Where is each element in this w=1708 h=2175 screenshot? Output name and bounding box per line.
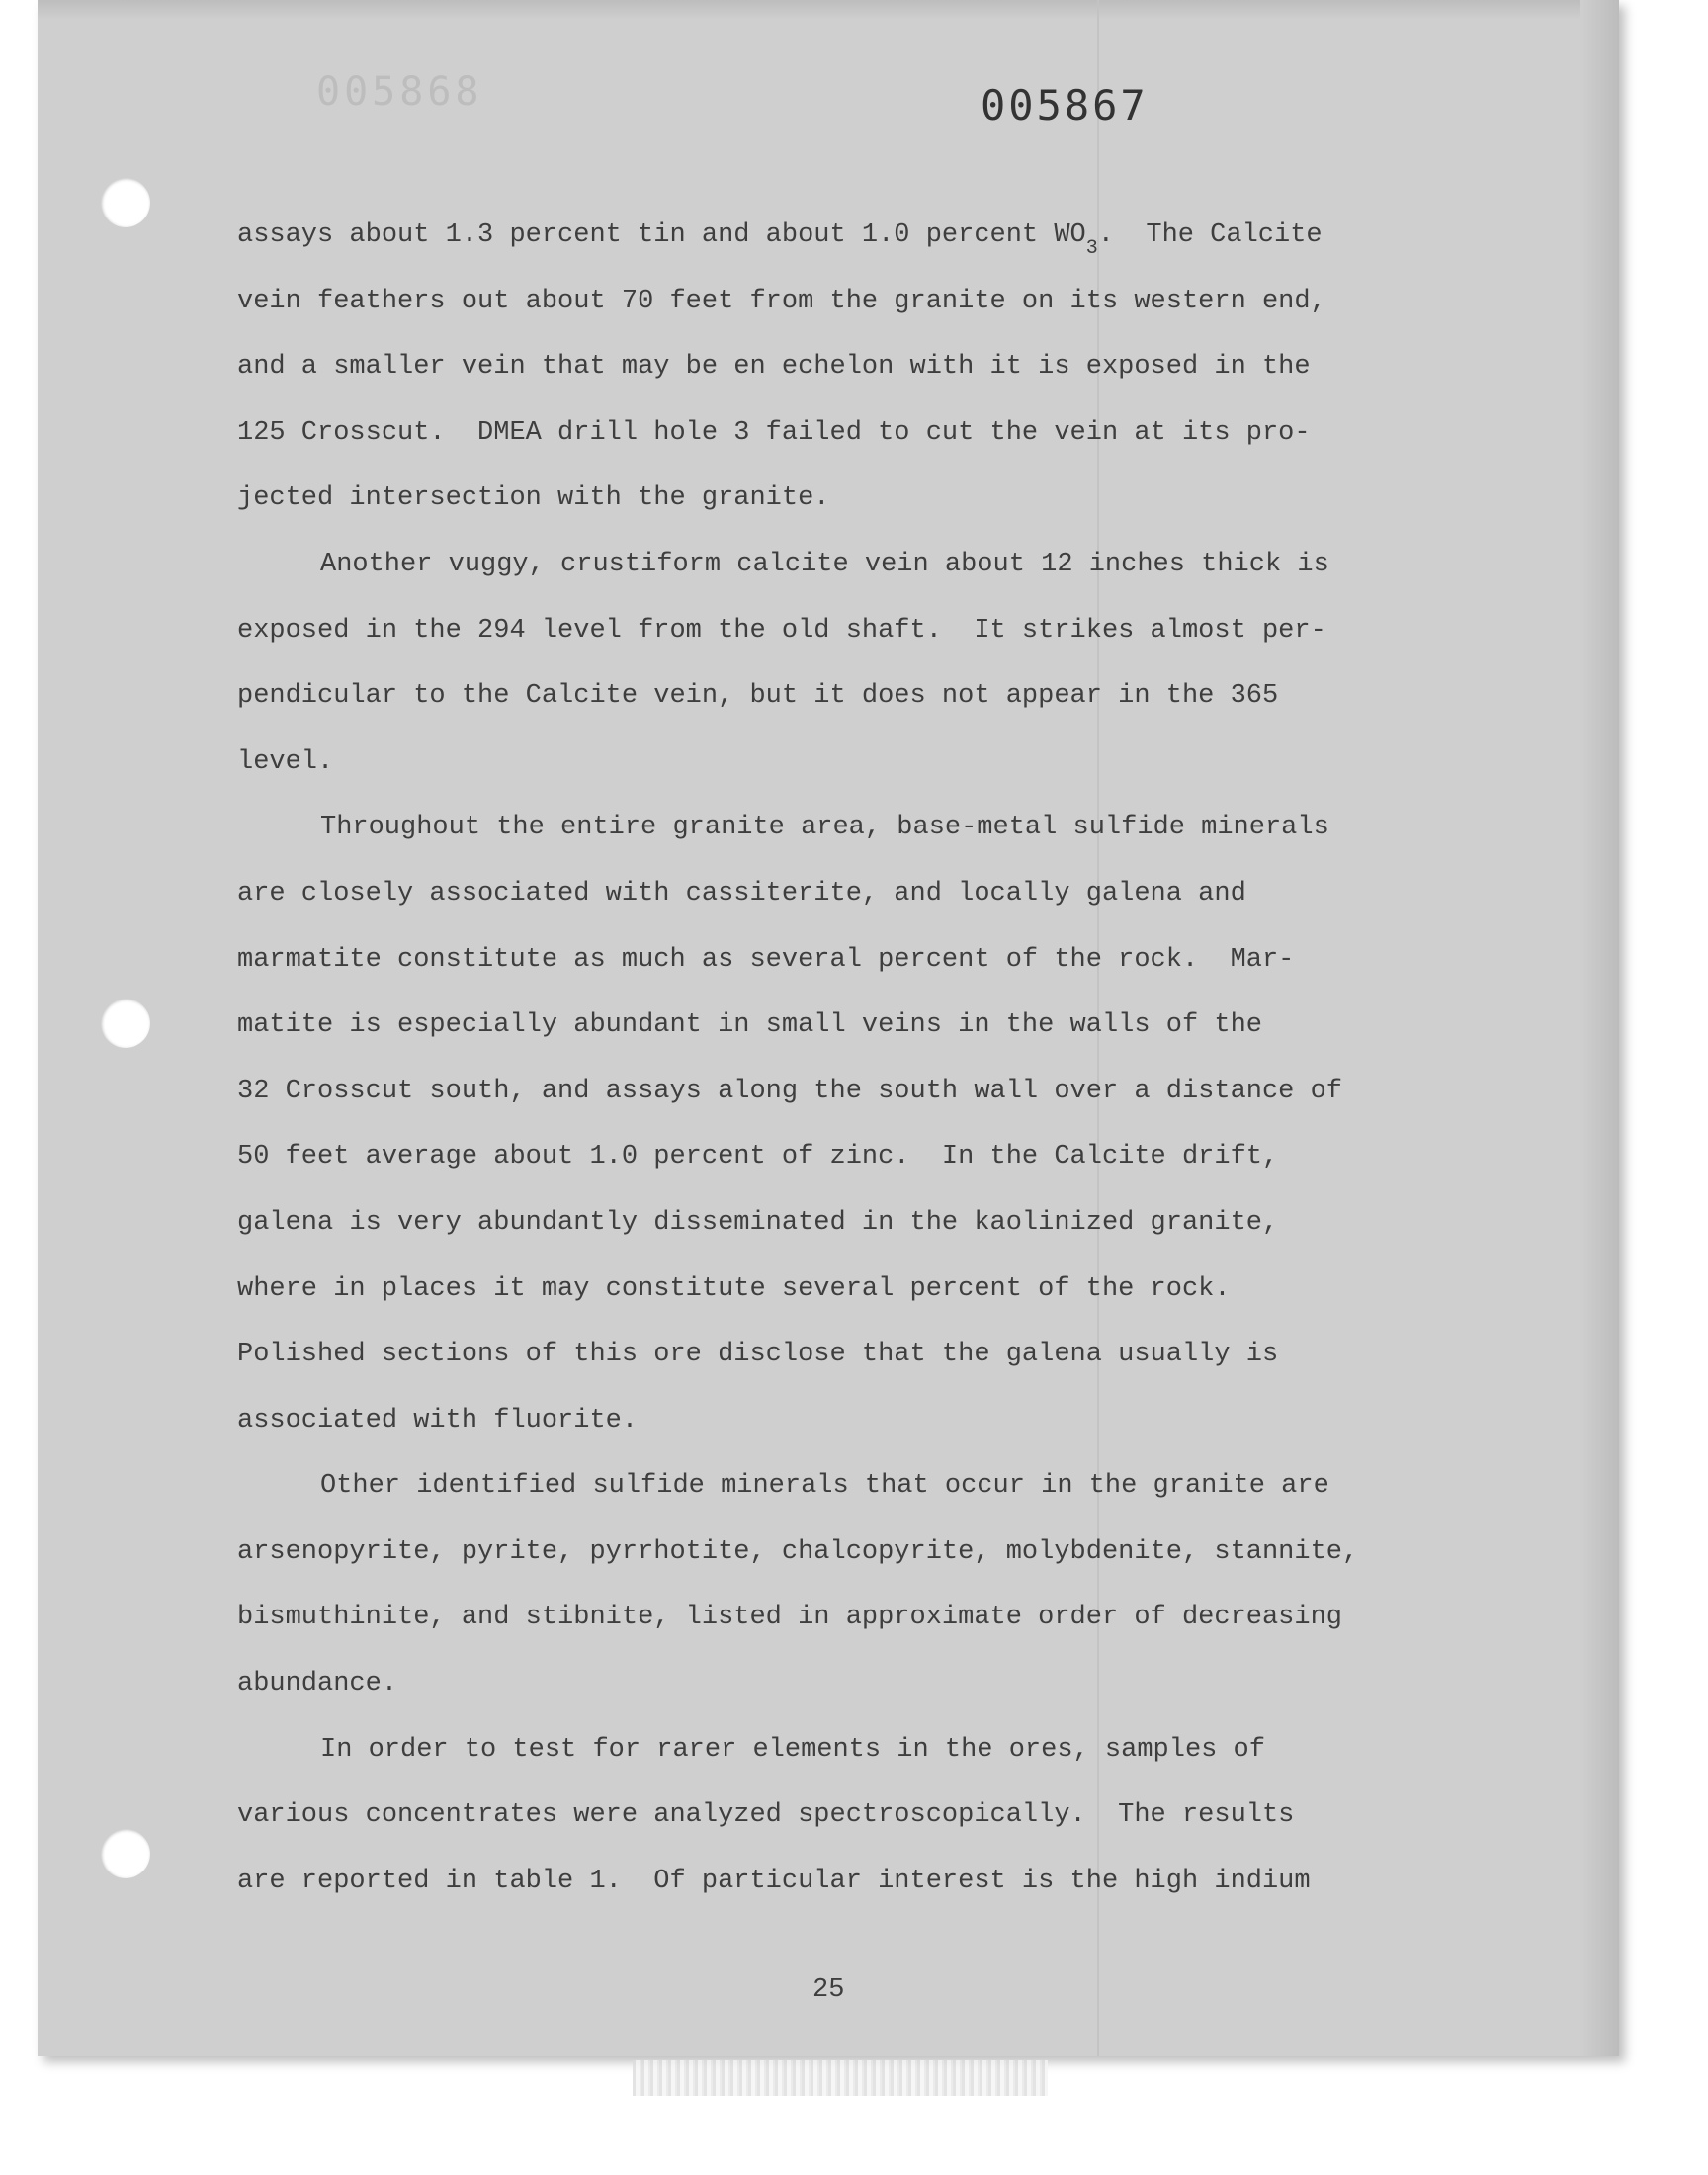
text-line: exposed in the 294 level from the old shaft. It strikes almost per- (237, 615, 1326, 646)
ghost-stamp: 005868 (316, 69, 483, 115)
text-line: marmatite constitute as much as several percent of the rock. Mar- (237, 944, 1295, 975)
text-line: are closely associated with cassiterite, and locally galena and (237, 878, 1246, 909)
text-line: In order to test for rarer elements in the ores, samples of (320, 1734, 1265, 1765)
text-line: Other identified sulfide minerals that occur in the granite are (320, 1471, 1329, 1502)
text-line: matite is especially abundant in small veins in the walls of the (237, 1010, 1262, 1041)
text-line: arsenopyrite, pyrite, pyrrhotite, chalcopyrite, molybdenite, stannite, (237, 1536, 1359, 1567)
text-line: 50 feet average about 1.0 percent of zinc. In the Calcite drift, (237, 1142, 1279, 1173)
text-line: associated with fluorite. (237, 1405, 639, 1436)
text-line: vein feathers out about 70 feet from the granite on its western end, (237, 286, 1326, 316)
text-line: where in places it may constitute several percent of the rock. (237, 1273, 1231, 1304)
text-line: bismuthinite, and stibnite, listed in approximate order of decreasing (237, 1603, 1342, 1633)
text-line: Another vuggy, crustiform calcite vein about 12 inches thick is (320, 549, 1329, 579)
text-line: assays about 1.3 percent tin and about 1.0 percent $WO_3$. The Calcite (237, 220, 1323, 260)
right-shadow (1580, 0, 1619, 2056)
text-line: abundance. (237, 1669, 398, 1699)
text-line: galena is very abundantly disseminated in the kaolinized granite, (237, 1207, 1279, 1238)
scan-artifact (633, 2060, 1048, 2096)
body-text (237, 203, 1443, 1914)
text-line: various concentrates were analyzed spectroscopically. The results (237, 1800, 1295, 1831)
punch-hole (101, 999, 150, 1048)
text-line: level. (237, 746, 334, 777)
page-number: 25 (812, 1975, 845, 2005)
text-line: are reported in table 1. Of particular interest is the high indium (237, 1866, 1311, 1896)
document-number: 005867 (981, 81, 1149, 130)
text-line: pendicular to the Calcite vein, but it does not appear in the 365 (237, 681, 1279, 712)
top-shadow (38, 0, 1619, 20)
text-line: Polished sections of this ore disclose that the galena usually is (237, 1340, 1279, 1370)
text-line: Throughout the entire granite area, base-metal sulfide minerals (320, 813, 1329, 843)
punch-hole (101, 178, 150, 227)
text-line: jected intersection with the granite. (237, 483, 830, 514)
text-line: 32 Crosscut south, and assays along the south wall over a distance of (237, 1076, 1342, 1106)
text-line: 125 Crosscut. DMEA drill hole 3 failed to cut the vein at its pro- (237, 417, 1311, 448)
text-line: and a smaller vein that may be en echelon with it is exposed in the (237, 352, 1311, 383)
punch-hole (101, 1829, 150, 1878)
